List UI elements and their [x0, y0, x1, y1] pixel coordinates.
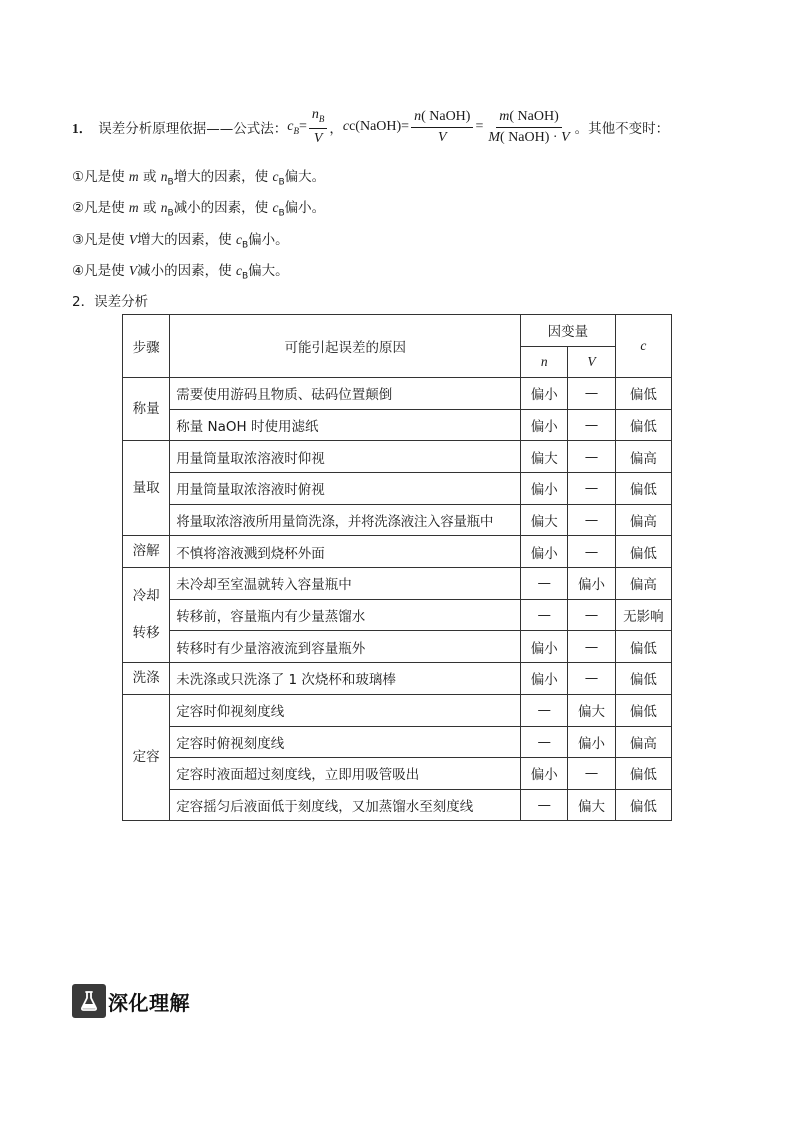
step-weigh: 称量 [123, 378, 170, 441]
step-volume: 定容 [123, 694, 170, 820]
step-dissolve: 溶解 [123, 536, 170, 568]
c-cell: 偏低 [615, 536, 671, 568]
v-cell: — [568, 441, 615, 473]
v-cell: 偏小 [568, 726, 615, 758]
n-cell: 偏小 [521, 409, 568, 441]
table-row [123, 662, 672, 694]
n-cell: 偏大 [521, 441, 568, 473]
c-cell: 偏低 [615, 409, 671, 441]
v-cell: — [568, 504, 615, 536]
n-cell: — [521, 789, 568, 821]
step-transfer: 转移 [132, 625, 160, 642]
cause-cell: 定容时俯视刻度线 [170, 726, 521, 758]
formula-cb: $c_B$ [287, 118, 299, 136]
v-cell: — [568, 599, 615, 631]
table-row [123, 599, 672, 631]
n-cell: 偏小 [521, 631, 568, 663]
formula-line [72, 104, 669, 150]
table-row [123, 536, 672, 568]
c-cell: 偏高 [615, 726, 671, 758]
section2-heading: 2．误差分析 [72, 294, 149, 310]
table-row [123, 378, 672, 410]
cause-cell: 需要使用游码且物质、砝码位置颠倒 [170, 378, 521, 410]
cause-cell: 未洗涤或只洗涤了 1 次烧杯和玻璃棒 [170, 662, 521, 694]
header-n: n [521, 346, 568, 378]
cause-cell: 转移前，容量瓶内有少量蒸馏水 [170, 599, 521, 631]
v-cell: 偏大 [568, 789, 615, 821]
c-cell: 无影响 [615, 599, 671, 631]
table-row [123, 472, 672, 504]
cause-cell: 不慎将溶液溅到烧杯外面 [170, 536, 521, 568]
c-cell: 偏低 [615, 631, 671, 663]
n-cell: — [521, 599, 568, 631]
cause-cell: 将量取浓溶液所用量筒洗涤，并将洗涤液注入容量瓶中 [170, 504, 521, 536]
section1-number: 1． [72, 121, 93, 136]
n-cell: — [521, 694, 568, 726]
header-cause: 可能引起误差的原因 [170, 315, 521, 378]
step-cool: 冷却 [132, 588, 160, 605]
v-cell: — [568, 409, 615, 441]
flask-icon [72, 984, 106, 1018]
cause-cell: 定容摇匀后液面低于刻度线，又加蒸馏水至刻度线 [170, 789, 521, 821]
equals-sign-2: = [475, 119, 484, 134]
step-cool-transfer [123, 568, 170, 663]
error-analysis-table [122, 314, 672, 821]
c-cell: 偏高 [615, 568, 671, 600]
c-cell: 偏低 [615, 662, 671, 694]
cause-cell: 用量筒量取浓溶液时仰视 [170, 441, 521, 473]
n-cell: — [521, 726, 568, 758]
n-cell: 偏小 [521, 662, 568, 694]
rule-4: ④凡是使 V减小的因素，使 $c_B$偏大。 [72, 263, 289, 282]
table-row [123, 758, 672, 790]
c-cell: 偏低 [615, 378, 671, 410]
deepen-understanding-heading [72, 984, 190, 1018]
c-cell: 偏高 [615, 504, 671, 536]
n-cell: 偏小 [521, 472, 568, 504]
header-c: c [615, 315, 671, 378]
v-cell: — [568, 662, 615, 694]
header-v: V [568, 346, 615, 378]
table-row [123, 409, 672, 441]
n-cell: 偏小 [521, 536, 568, 568]
v-cell: — [568, 378, 615, 410]
cause-cell: 转移时有少量溶液流到容量瓶外 [170, 631, 521, 663]
formula-tail: 。其他不变时： [574, 121, 670, 137]
header-variable: 因变量 [521, 315, 616, 347]
rule-3: ③凡是使 V增大的因素，使 $c_B$偏小。 [72, 232, 289, 251]
v-cell: — [568, 472, 615, 504]
v-cell: — [568, 758, 615, 790]
cause-cell: 定容时液面超过刻度线，立即用吸管吸出 [170, 758, 521, 790]
fraction-nb-over-v: $\frac{n_B}{V}$ [309, 107, 328, 148]
table-row [123, 694, 672, 726]
cause-cell: 用量筒量取浓溶液时俯视 [170, 472, 521, 504]
table-row [123, 441, 672, 473]
table-row [123, 789, 672, 821]
n-cell: 偏小 [521, 378, 568, 410]
step-wash: 洗涤 [123, 662, 170, 694]
v-cell: 偏小 [568, 568, 615, 600]
fraction-n-over-v: $\frac{\text{n( NaOH)}}{V}$ [411, 109, 473, 146]
v-cell: — [568, 536, 615, 568]
step-measure: 量取 [123, 441, 170, 536]
n-cell: — [521, 568, 568, 600]
n-cell: 偏大 [521, 504, 568, 536]
header-step: 步骤 [123, 315, 170, 378]
v-cell: 偏大 [568, 694, 615, 726]
cause-cell: 定容时仰视刻度线 [170, 694, 521, 726]
deepen-understanding-title: 深化理解 [108, 990, 190, 1015]
cause-cell: 未冷却至室温就转入容量瓶中 [170, 568, 521, 600]
table-header-row [123, 315, 672, 347]
c-cell: 偏低 [615, 758, 671, 790]
rule-2: ②凡是使 m 或 $n_B$减小的因素，使 $c_B$偏小。 [72, 200, 326, 219]
c-naoh-label: cc(NaOH)= [342, 119, 410, 134]
table-row [123, 504, 672, 536]
table-row [123, 631, 672, 663]
fraction-m-over-mv: $\frac{\text{m( NaOH)}}{\text{M( NaOH) · V}}$ [488, 108, 570, 145]
rule-1: ①凡是使 m 或 $n_B$增大的因素，使 $c_B$偏大。 [72, 169, 326, 188]
table-row [123, 568, 672, 600]
formula-lead: 误差分析原理依据——公式法： [98, 121, 288, 137]
v-cell: — [568, 631, 615, 663]
c-cell: 偏低 [615, 789, 671, 821]
cause-cell: 称量 NaOH 时使用滤纸 [170, 409, 521, 441]
c-cell: 偏低 [615, 472, 671, 504]
separator: ， [329, 121, 343, 137]
n-cell: 偏小 [521, 758, 568, 790]
c-cell: 偏低 [615, 694, 671, 726]
equals-sign: = [298, 119, 307, 134]
table-row [123, 726, 672, 758]
c-cell: 偏高 [615, 441, 671, 473]
